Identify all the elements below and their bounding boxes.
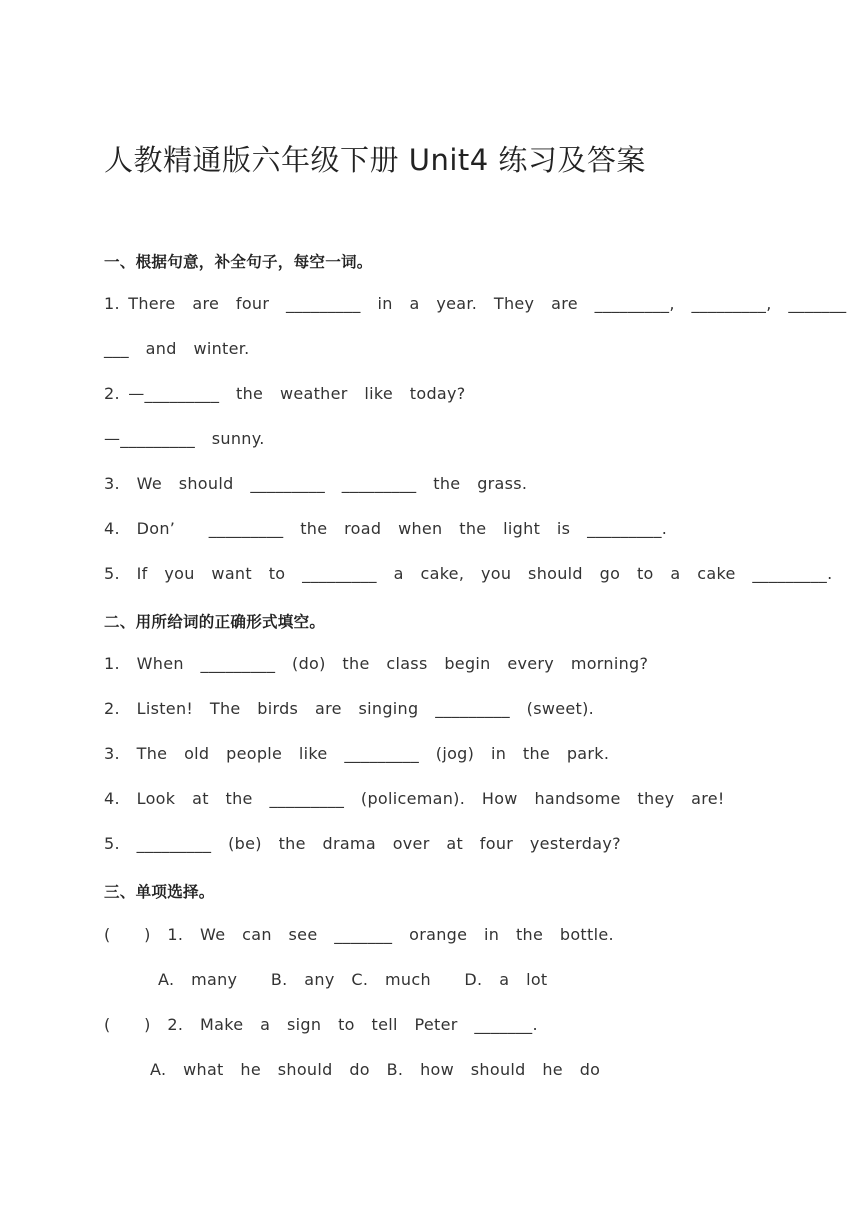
question-line: ( ) 1. We can see _______ orange in the bottle.	[104, 925, 614, 944]
question-line: —_________ sunny.	[104, 429, 265, 448]
question-line: 4. Look at the _________ (policeman). How handsome they are!	[104, 789, 725, 808]
section-3-heading: 三、单项选择。	[104, 883, 215, 901]
question-line: 2. Listen! The birds are singing _________ (sweet).	[104, 699, 595, 718]
question-line: 4. Don’ _________ the road when the light is _________.	[104, 519, 668, 538]
question-line: 5. _________ (be) the drama over at four yesterday?	[104, 834, 621, 853]
section-1-heading: 一、根据句意，补全句子，每空一词。	[104, 253, 373, 271]
answer-options: A. what he should do B. how should he do	[150, 1060, 601, 1079]
question-line: 1. When _________ (do) the class begin every morning?	[104, 654, 649, 673]
question-line: ___ and winter.	[104, 339, 250, 358]
page-title: 人教精通版六年级下册 Unit4 练习及答案	[104, 143, 646, 177]
section-2-heading: 二、用所给词的正确形式填空。	[104, 613, 326, 631]
question-line: 2. —_________ the weather like today?	[104, 384, 466, 403]
question-line: 3. The old people like _________ (jog) in the park.	[104, 744, 610, 763]
question-line: 1. There are four _________ in a year. They are _________, _________, _______	[104, 294, 847, 313]
question-line: 5. If you want to _________ a cake, you should go to a cake _________.	[104, 564, 833, 583]
question-line: ( ) 2. Make a sign to tell Peter _______.	[104, 1015, 538, 1034]
answer-options: A. many B. any C. much D. a lot	[158, 970, 548, 989]
question-line: 3. We should _________ _________ the grass.	[104, 474, 528, 493]
